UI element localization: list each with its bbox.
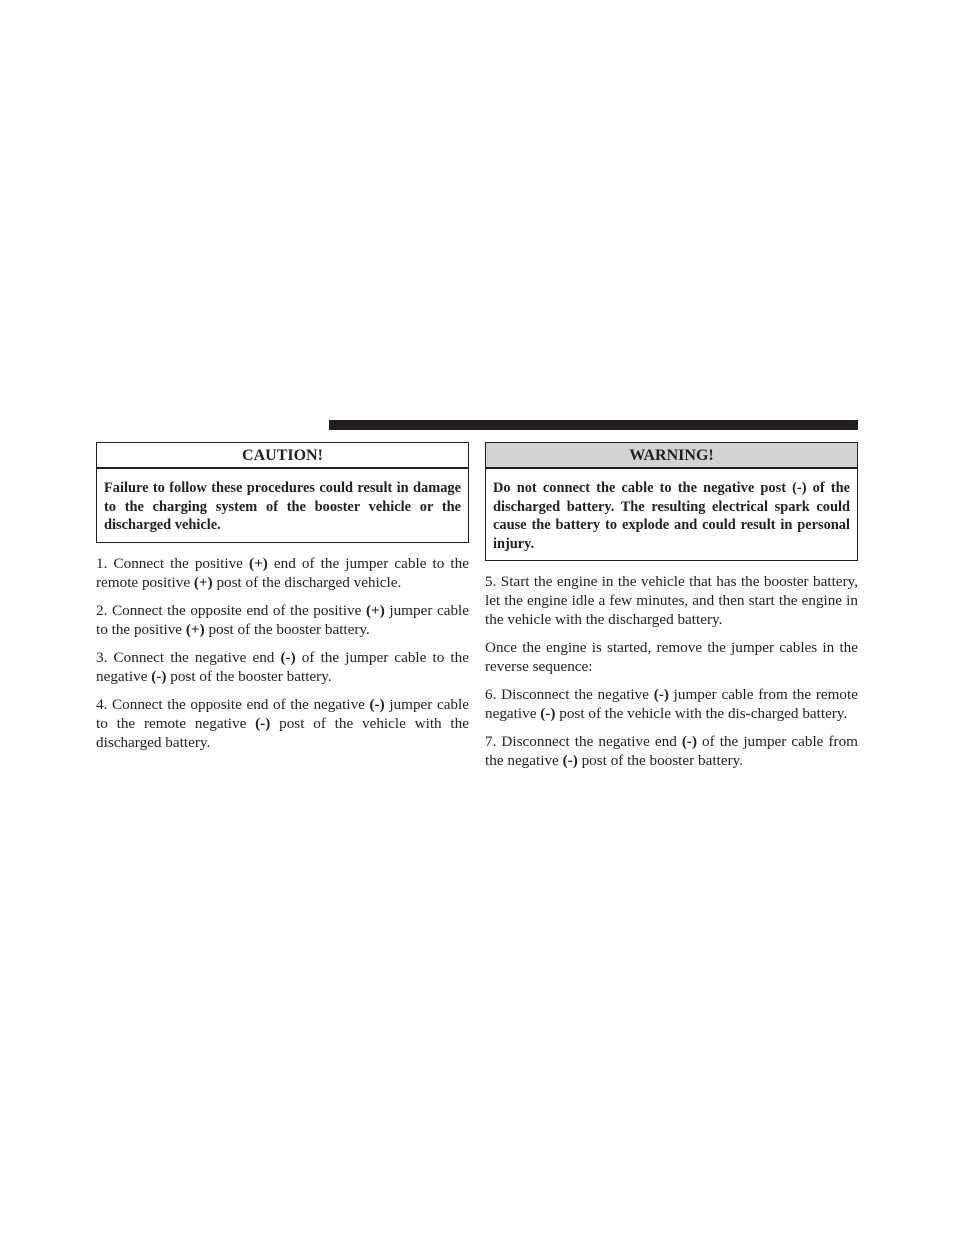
caution-title: CAUTION! <box>97 443 468 469</box>
step-3: 3. Connect the negative end (-) of the jumper cable to the negative (-) post of the booster battery. <box>96 648 469 685</box>
header-rule <box>329 420 858 430</box>
step-6: 6. Disconnect the negative (-) jumper cable from the remote negative (-) post of the vehicle with the dis-charged battery. <box>485 686 858 723</box>
step-7: 7. Disconnect the negative end (-) of the jumper cable from the negative (-) post of the booster battery. <box>485 733 858 770</box>
step-5: 5. Start the engine in the vehicle that has the booster battery, let the engine idle a few minutes, and then start the engine in the vehicle with the discharged battery. <box>485 573 858 628</box>
right-column <box>485 442 858 781</box>
warning-box <box>485 442 858 561</box>
step-4: 4. Connect the opposite end of the negative (-) jumper cable to the remote negative (-) post of the vehicle with the discharged battery. <box>96 696 469 751</box>
step-1: 1. Connect the positive (+) end of the jumper cable to the remote positive (+) post of the discharged vehicle. <box>96 554 469 591</box>
caution-box <box>96 442 469 543</box>
warning-text: Do not connect the cable to the negative post (-) of the discharged battery. The resulting electrical spark could cause the battery to explode and could result in personal injury. <box>493 480 850 552</box>
reverse-sequence-note: Once the engine is started, remove the jumper cables in the reverse sequence: <box>485 639 858 676</box>
caution-text: Failure to follow these procedures could result in damage to the charging system of the booster vehicle or the discharged vehicle. <box>104 480 461 534</box>
left-column <box>96 442 469 762</box>
warning-title: WARNING! <box>486 443 857 469</box>
step-2: 2. Connect the opposite end of the positive (+) jumper cable to the positive (+) post of the booster battery. <box>96 601 470 638</box>
